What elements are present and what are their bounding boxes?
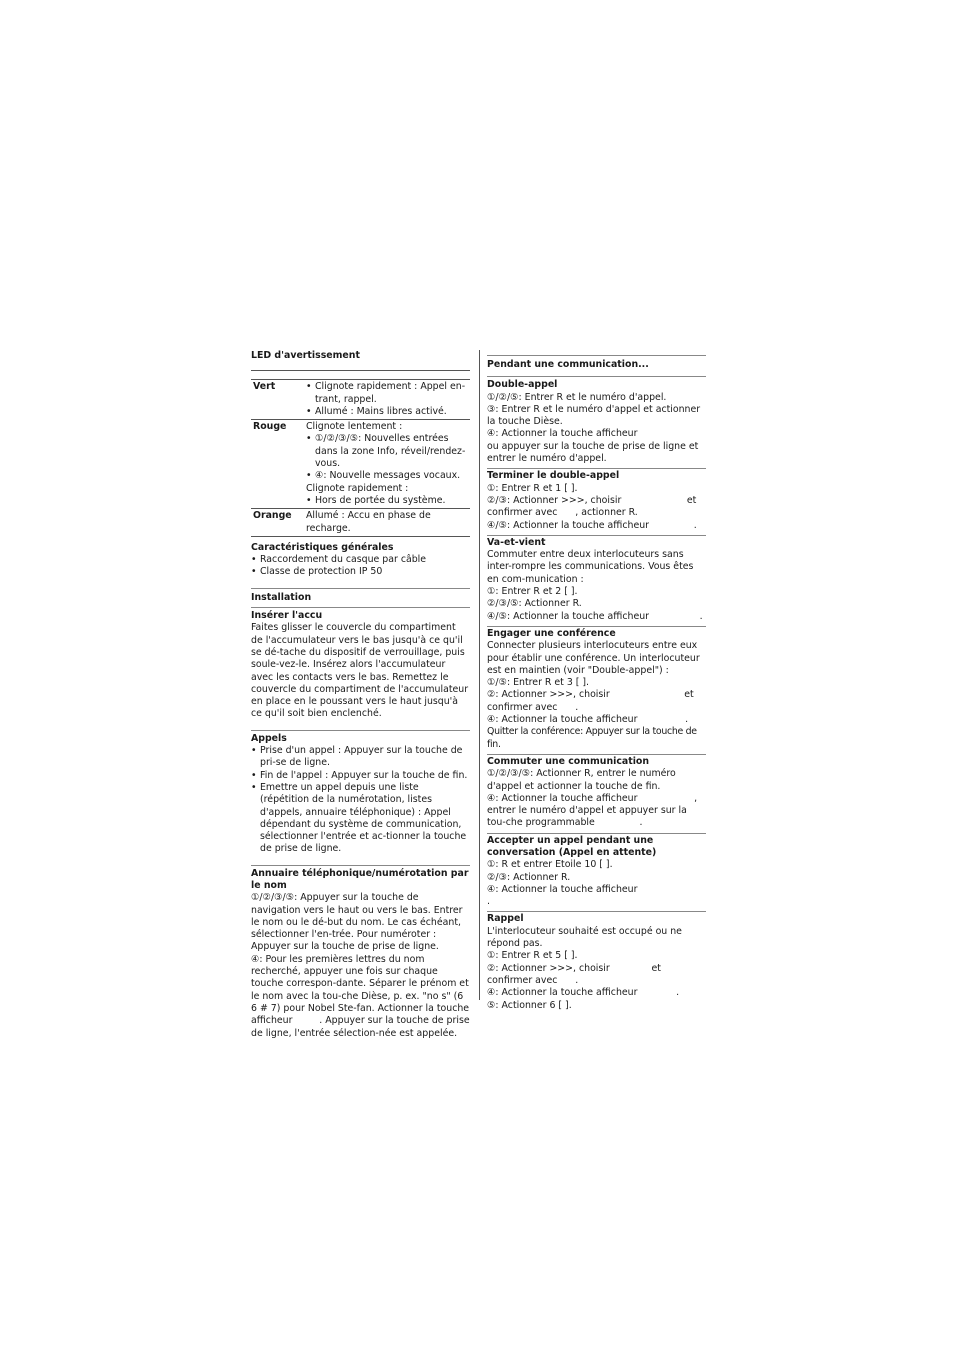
led-label: Vert xyxy=(251,380,306,420)
appels-title: Appels xyxy=(251,732,287,744)
installation-text: Faites glisser le couvercle du compartiment de l'accumulateur vers le bas jusqu'à ce qu'il se dé-tache du dispositif de verrouillage, puis soule-vez-le. Insérez alors l'accumulateur avec les contacts vers le bas. Remettez le couvercle du compartiment de l'accumulateur en place en le poussant vers le haut jusqu'à ce qu'il soit bien enclenché. xyxy=(251,622,469,720)
general-list xyxy=(251,554,470,579)
led-table xyxy=(251,379,470,537)
list-item: • Prise d'un appel : Appuyer sur la touche de pri-se de ligne. xyxy=(251,745,470,770)
right-header: Pendant une communication... xyxy=(487,359,649,370)
section-line: ①/②/③/⑤: Actionner R, entrer le numéro d'appel et actionner la touche de fin. xyxy=(487,768,676,792)
installation-title: Installation xyxy=(251,591,312,603)
section-appel-attente xyxy=(487,834,712,909)
section-line: ②/③/⑤: Actionner R. xyxy=(487,598,582,610)
right-column xyxy=(487,350,712,1012)
led-line: • Clignote rapidement : Appel en-trant, rappel. xyxy=(306,381,470,406)
section-title: Double-appel xyxy=(487,379,558,391)
section-line: Commuter entre deux interlocuteurs sans inter-rompre les communications. Vous êtes en com-munication : xyxy=(487,549,694,585)
led-line: • Hors de portée du système. xyxy=(306,495,470,507)
section-title: Accepter un appel pendant une conversation (Appel en attente) xyxy=(487,834,657,858)
section-line: ④: Actionner la touche afficheur . xyxy=(487,714,689,726)
list-item: • Fin de l'appel : Appuyer sur la touche de fin. xyxy=(251,770,470,782)
section-double-appel xyxy=(487,379,709,465)
section-title: Engager une conférence xyxy=(487,627,616,639)
led-label: Orange xyxy=(251,509,306,537)
section-line: L'interlocuteur souhaité est occupé ou ne répond pas. xyxy=(487,925,682,950)
annuaire-title: Annuaire téléphonique/numérotation par le nom xyxy=(251,867,469,891)
led-label: Rouge xyxy=(251,420,306,509)
section-line: Connecter plusieurs interlocuteurs entre eux pour établir une conférence. Un interlocuteur est en maintien (voir "Double-appel") : xyxy=(487,640,700,676)
list-item: • Classe de protection IP 50 xyxy=(251,566,470,578)
section-line: ②: Actionner >>>, choisir et confirmer avec . xyxy=(487,962,664,986)
section-line: ④/⑤: Actionner la touche afficheur . xyxy=(487,610,703,622)
annuaire-text-2: ④: Pour les premières lettres du nom recherché, appuyer une fois sur chaque touche correspon-dante. Séparer le prénom et le nom avec la tou-che Dièse, p. ex. "no s" (6 6 # 7) pour Nobel Ste-fan. Actionner la touche afficheur . Appuyer sur la touche de prise de ligne, l'entrée sélection-née est appelée. xyxy=(251,953,473,1039)
general-title: Caractéristiques générales xyxy=(251,541,394,553)
led-line: • ①/②/③/⑤: Nouvelles entrées dans la zone Info, réveil/rendez-vous. xyxy=(306,433,470,470)
column-divider xyxy=(479,350,480,1000)
section-line: ①: Entrer R et 5 [ ]. xyxy=(487,950,578,962)
section-line: ②/③: Actionner >>>, choisir et confirmer avec , actionner R. xyxy=(487,494,700,519)
installation-subtitle: Insérer l'accu xyxy=(251,610,323,622)
section-title: Va-et-vient xyxy=(487,536,546,548)
led-line: • ④: Nouvelle messages vocaux. xyxy=(306,470,470,482)
led-line: Allumé : Accu en phase de recharge. xyxy=(306,509,470,537)
section-terminer xyxy=(487,470,706,531)
led-line: Clignote rapidement : xyxy=(306,482,409,494)
section-va-et-vient xyxy=(487,537,706,623)
annuaire-text-1: ①/②/③/⑤: Appuyer sur la touche de navigation vers le haut ou vers le bas. Entrer le nom ou le dé-but du nom. Le cas échéant, sélectionner l'en-trée. Pour numéroter : Appuyer sur la touche de prise de ligne. xyxy=(251,892,463,953)
section-line: ①: Entrer R et 2 [ ]. xyxy=(487,586,578,598)
section-title: Terminer le double-appel xyxy=(487,470,620,482)
section-line: ②: Actionner >>>, choisir et confirmer avec . xyxy=(487,689,697,713)
led-line: • Allumé : Mains libres activé. xyxy=(306,406,470,418)
section-line: ④: Actionner la touche afficheur . xyxy=(487,883,712,908)
section-conference xyxy=(487,628,706,751)
section-line: ①: R et entrer Etoile 10 [ ]. xyxy=(487,859,613,871)
section-line: Quitter la conférence: Appuyer sur la touche de fin. xyxy=(487,726,697,750)
led-row-rouge xyxy=(251,420,470,509)
list-item: • Raccordement du casque par câble xyxy=(251,554,470,566)
section-line: ④/⑤: Actionner la touche afficheur . xyxy=(487,519,697,531)
section-title: Commuter une communication xyxy=(487,755,650,767)
section-line: ①/⑤: Entrer R et 3 [ ]. xyxy=(487,677,590,689)
section-line: ⑤: Actionner 6 [ ]. xyxy=(487,999,572,1011)
appels-list xyxy=(251,745,470,856)
section-line: ③: Entrer R et le numéro d'appel et actionner la touche Dièse. xyxy=(487,403,701,428)
section-title: Rappel xyxy=(487,913,524,925)
led-row-orange xyxy=(251,509,470,537)
list-item: • Emettre un appel depuis une liste (répétition de la numérotation, listes d'appels, annuaire téléphonique) : Appel dépendant du système de communication, sélectionner l'entrée et ac-tionner la touche de prise de ligne. xyxy=(251,782,470,856)
section-line: ①/②/⑤: Entrer R et le numéro d'appel. xyxy=(487,391,667,403)
led-row-vert xyxy=(251,380,470,420)
section-rappel xyxy=(487,913,706,1011)
led-line: Clignote lentement : xyxy=(306,421,403,433)
section-line: ②/③: Actionner R. xyxy=(487,871,571,883)
section-line: ①: Entrer R et 1 [ ]. xyxy=(487,482,578,494)
section-line: ④: Actionner la touche afficheur , entrer le numéro d'appel et appuyer sur la tou-che programmable . xyxy=(487,792,701,829)
left-column xyxy=(251,350,473,1040)
section-line: ④: Actionner la touche afficheur ou appuyer sur la touche de prise de ligne et entrer le numéro d'appel. xyxy=(487,428,709,465)
section-commuter xyxy=(487,756,706,830)
led-title: LED d'avertissement xyxy=(251,350,360,361)
section-line: ④: Actionner la touche afficheur . xyxy=(487,987,680,999)
